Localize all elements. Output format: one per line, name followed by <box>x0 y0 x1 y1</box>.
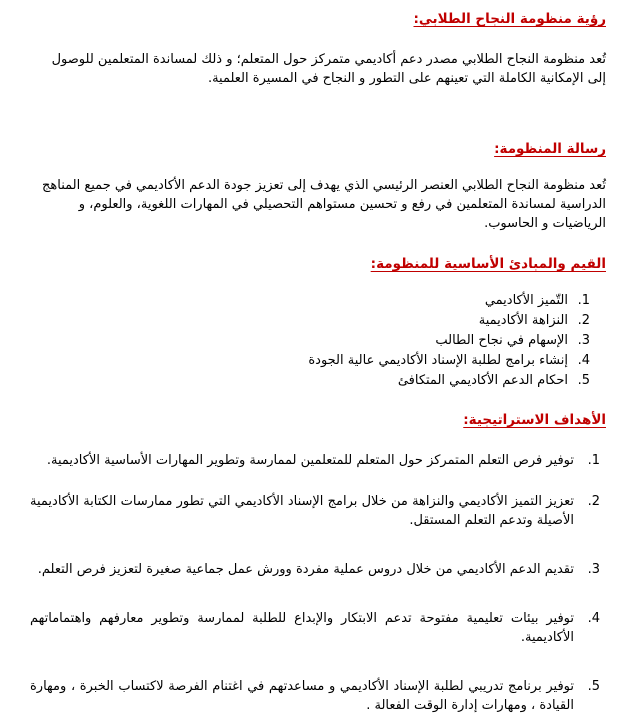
list-item <box>30 331 590 351</box>
list-item <box>30 351 590 371</box>
list-item-number: 3. <box>577 333 590 348</box>
mission-paragraph: تُعد منظومة النجاح الطلابي العنصر الرئيسي الذي يهدف إلى تعزيز جودة الدعم الأكاديمي في جميع المناهج الدراسية لمساندة المتعلمين في رفع و تحسين مستواهم التحصيلي في المهارات اللغوية، والعلوم، و الرياضيات و الحاسوب. <box>41 178 606 231</box>
list-item-number: 4. <box>587 611 600 626</box>
list-item-text: إنشاء برامج لطلبة الإسناد الأكاديمي عالية الجودة <box>308 353 568 368</box>
values-heading: القيم والمبادئ الأساسية للمنظومة: <box>370 256 606 272</box>
list-item-number: 4. <box>577 353 590 368</box>
goals-heading: الأهداف الاستراتيجية: <box>463 412 606 428</box>
list-item-text: احكام الدعم الأكاديمي المتكافئ <box>397 373 568 388</box>
list-item <box>30 609 600 647</box>
list-item-text: النزاهة الأكاديمية <box>478 313 568 328</box>
list-item-number: 2. <box>577 313 590 328</box>
list-item-text: الإسهام في نجاح الطالب <box>435 333 568 348</box>
vision-paragraph: تُعد منظومة النجاح الطلابي مصدر دعم أكاديمي متمركز حول المتعلم؛ و ذلك لمساندة المتعلمين للوصول إلى الإمكانية الكاملة التي تعينهم على التطور و النجاح في المسيرة العلمية. <box>51 52 606 86</box>
list-item-number: 1. <box>577 293 590 308</box>
list-item-text: توفير فرص التعلم المتمركز حول المتعلم للمتعلمين لممارسة وتطوير المهارات الأساسية الأكاديمية. <box>46 453 574 468</box>
list-item <box>30 311 590 331</box>
vision-heading: رؤية منظومة النجاح الطلابي: <box>413 11 606 27</box>
list-item <box>30 560 600 579</box>
list-item <box>30 451 600 470</box>
list-item-text: تقديم الدعم الأكاديمي من خلال دروس عملية مفردة وورش عمل جماعية صغيرة لتعزيز فرص التعلم. <box>37 562 574 577</box>
list-item-text: توفير برنامج تدريبي لطلبة الإسناد الأكاديمي و مساعدتهم في اغتنام الفرصة لاكتساب الخبرة ، ومهارة القيادة ، ومهارات إدارة الوقت الفعالة . <box>30 679 574 713</box>
list-item <box>30 492 600 530</box>
list-item-number: 5. <box>577 373 590 388</box>
list-item-text: التّميز الأكاديمي <box>484 293 568 308</box>
list-item-text: تعزيز التميز الأكاديمي والنزاهة من خلال برامج الإسناد الأكاديمي التي تطور ممارسات الكتابة الأكاديمية الأصيلة وتدعم التعلم المستقل. <box>30 494 574 528</box>
list-item-number: 3. <box>587 562 600 577</box>
list-item-text: توفير بيئات تعليمية مفتوحة تدعم الابتكار والإبداع للطلبة لممارسة وتطوير معارفهم واهتماماتهم الأكاديمية. <box>30 611 574 645</box>
list-item <box>30 291 590 311</box>
list-item-number: 2. <box>587 494 600 509</box>
mission-heading: رسالة المنظومة: <box>494 141 606 157</box>
list-item <box>30 677 600 715</box>
values-list <box>30 291 606 391</box>
goals-list <box>30 451 606 715</box>
list-item-number: 5. <box>587 679 600 694</box>
list-item <box>30 371 590 391</box>
list-item-number: 1. <box>587 453 600 468</box>
